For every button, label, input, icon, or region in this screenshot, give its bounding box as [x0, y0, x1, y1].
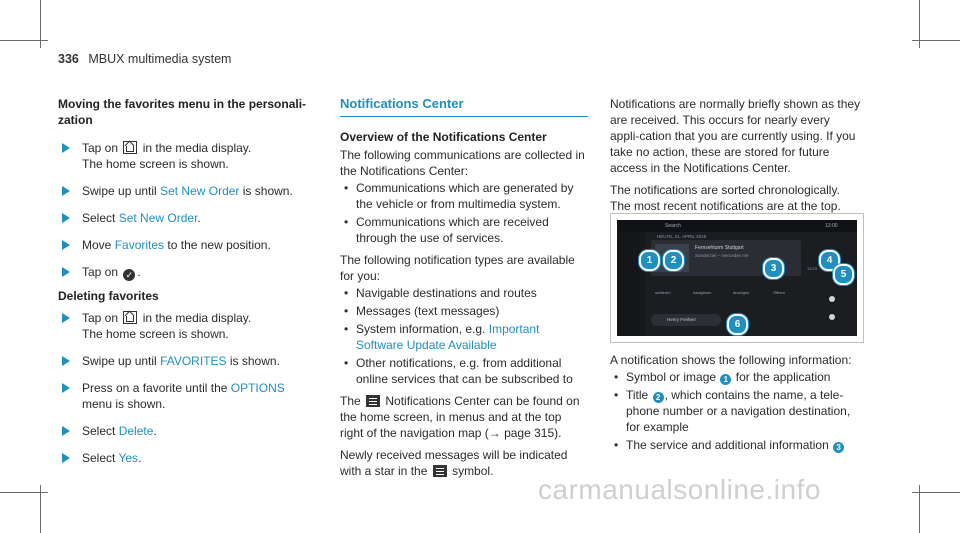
list-item: • Navigable destinations and routes: [340, 285, 588, 301]
watermark: carmanualsonline.info: [538, 474, 821, 505]
callout-1: 1: [639, 250, 660, 271]
step-arrow-icon: [62, 426, 70, 436]
page-title: MBUX multimedia system: [88, 52, 232, 66]
section-heading: Moving the favorites menu in the personali-zation: [58, 97, 307, 127]
action-label: sortieren: [655, 290, 671, 295]
page-header: [58, 52, 231, 66]
paragraph: The following notification types are available for you:: [340, 253, 575, 283]
crop-mark: [912, 492, 960, 493]
page-number: 336: [58, 52, 79, 66]
action-label: navigieren: [693, 290, 712, 295]
action-row: [651, 282, 801, 302]
column-right: [610, 96, 862, 220]
step: Swipe up until FAVORITES is shown.: [58, 353, 308, 369]
step: Select Delete.: [58, 423, 308, 439]
profile-chip: Henry Freiherr: [651, 314, 721, 326]
action-label: anzeigen: [733, 290, 750, 295]
paragraph: The Notifications Center can be found on the home screen, in menus and at the top right of the navigation map (→ page 315).: [340, 394, 580, 440]
list-item: • Other notifications, e.g. from additional online services that can be subscribed to: [340, 355, 588, 387]
left-panel: [617, 232, 645, 336]
caption: A notification shows the following information:: [610, 353, 852, 367]
list-item: • Communications which are generated by the vehicle or from multimedia system.: [340, 180, 588, 212]
paragraph: The following communications are collected in the Notifications Center:: [340, 148, 585, 178]
clock: 13:00: [825, 223, 838, 229]
step: Select Set New Order.: [58, 210, 308, 226]
callout-ref: 2: [653, 392, 664, 403]
callout-5: 5: [833, 264, 854, 285]
control-dot: [829, 314, 835, 320]
crop-mark: [912, 40, 960, 41]
step-arrow-icon: [62, 383, 70, 393]
list-item: • Symbol or image 1 for the application: [610, 369, 862, 385]
callout-6: 6: [727, 314, 748, 335]
section-heading: Deleting favorites: [58, 289, 159, 303]
step: Tap on ✓ .: [58, 264, 308, 281]
action-label: Öffnen: [773, 290, 785, 295]
section-title: Notifications Center: [340, 96, 588, 117]
list-item: • Messages (text messages): [340, 303, 588, 319]
time-small: 13:23: [807, 266, 818, 271]
notifications-icon: [433, 465, 447, 477]
list-item: • Title 2 , which contains the name, a tele-phone number or a navigation destination, for example: [610, 387, 862, 435]
sub-heading: Overview of the Notifications Center: [340, 130, 547, 144]
column-middle: [340, 96, 588, 485]
home-icon: [123, 311, 137, 324]
step-arrow-icon: [62, 267, 70, 277]
crop-mark: [0, 492, 48, 493]
notification-title: Fernsehturm Stuttgart: [695, 245, 744, 251]
step-arrow-icon: [62, 240, 70, 250]
search-label: Search: [665, 223, 681, 229]
notifications-icon: [366, 395, 380, 407]
callout-4: 4: [819, 250, 840, 271]
home-icon: [123, 141, 137, 154]
confirm-check-icon: ✓: [123, 269, 135, 281]
step: Tap on in the media display. The home screen is shown.: [58, 310, 308, 342]
illustration-frame: [610, 213, 864, 343]
step: Press on a favorite until the OPTIONS menu is shown.: [58, 380, 308, 412]
notification-subtitle: Sonderziel – mercedes me: [695, 253, 749, 258]
step-arrow-icon: [62, 213, 70, 223]
step: Swipe up until Set New Order is shown.: [58, 183, 308, 199]
step: Tap on in the media display. The home screen is shown.: [58, 140, 308, 172]
list-item: • Communications which are received through the use of services.: [340, 214, 588, 246]
list-item: • System information, e.g. Important Software Update Available: [340, 321, 588, 353]
control-dot: [829, 296, 835, 302]
step-arrow-icon: [62, 313, 70, 323]
step: Move Favorites to the new position.: [58, 237, 308, 253]
date-label: HEUTE, 21. APRIL 2019: [657, 234, 707, 239]
callout-3: 3: [763, 258, 784, 279]
callout-2: 2: [663, 250, 684, 271]
crop-mark: [0, 40, 48, 41]
paragraph: Newly received messages will be indicated with a star in the symbol.: [340, 448, 568, 478]
paragraph: Notifications are normally briefly shown as they are received. This occurs for nearly every appli-cation that you are currently using. If you take no action, these are stored for future access in the Notifications Center.: [610, 97, 861, 175]
step-arrow-icon: [62, 453, 70, 463]
list-item: • The service and additional information 3: [610, 437, 862, 453]
callout-ref: 1: [720, 374, 731, 385]
paragraph: The notifications are sorted chronologically. The most recent notifications are at the top.: [610, 183, 841, 213]
status-bar: [617, 220, 857, 232]
callout-ref: 3: [833, 442, 844, 453]
column-left: [58, 96, 308, 477]
step-arrow-icon: [62, 143, 70, 153]
step: Select Yes.: [58, 450, 308, 466]
step-arrow-icon: [62, 186, 70, 196]
column-right-lower: [610, 352, 862, 455]
step-arrow-icon: [62, 356, 70, 366]
